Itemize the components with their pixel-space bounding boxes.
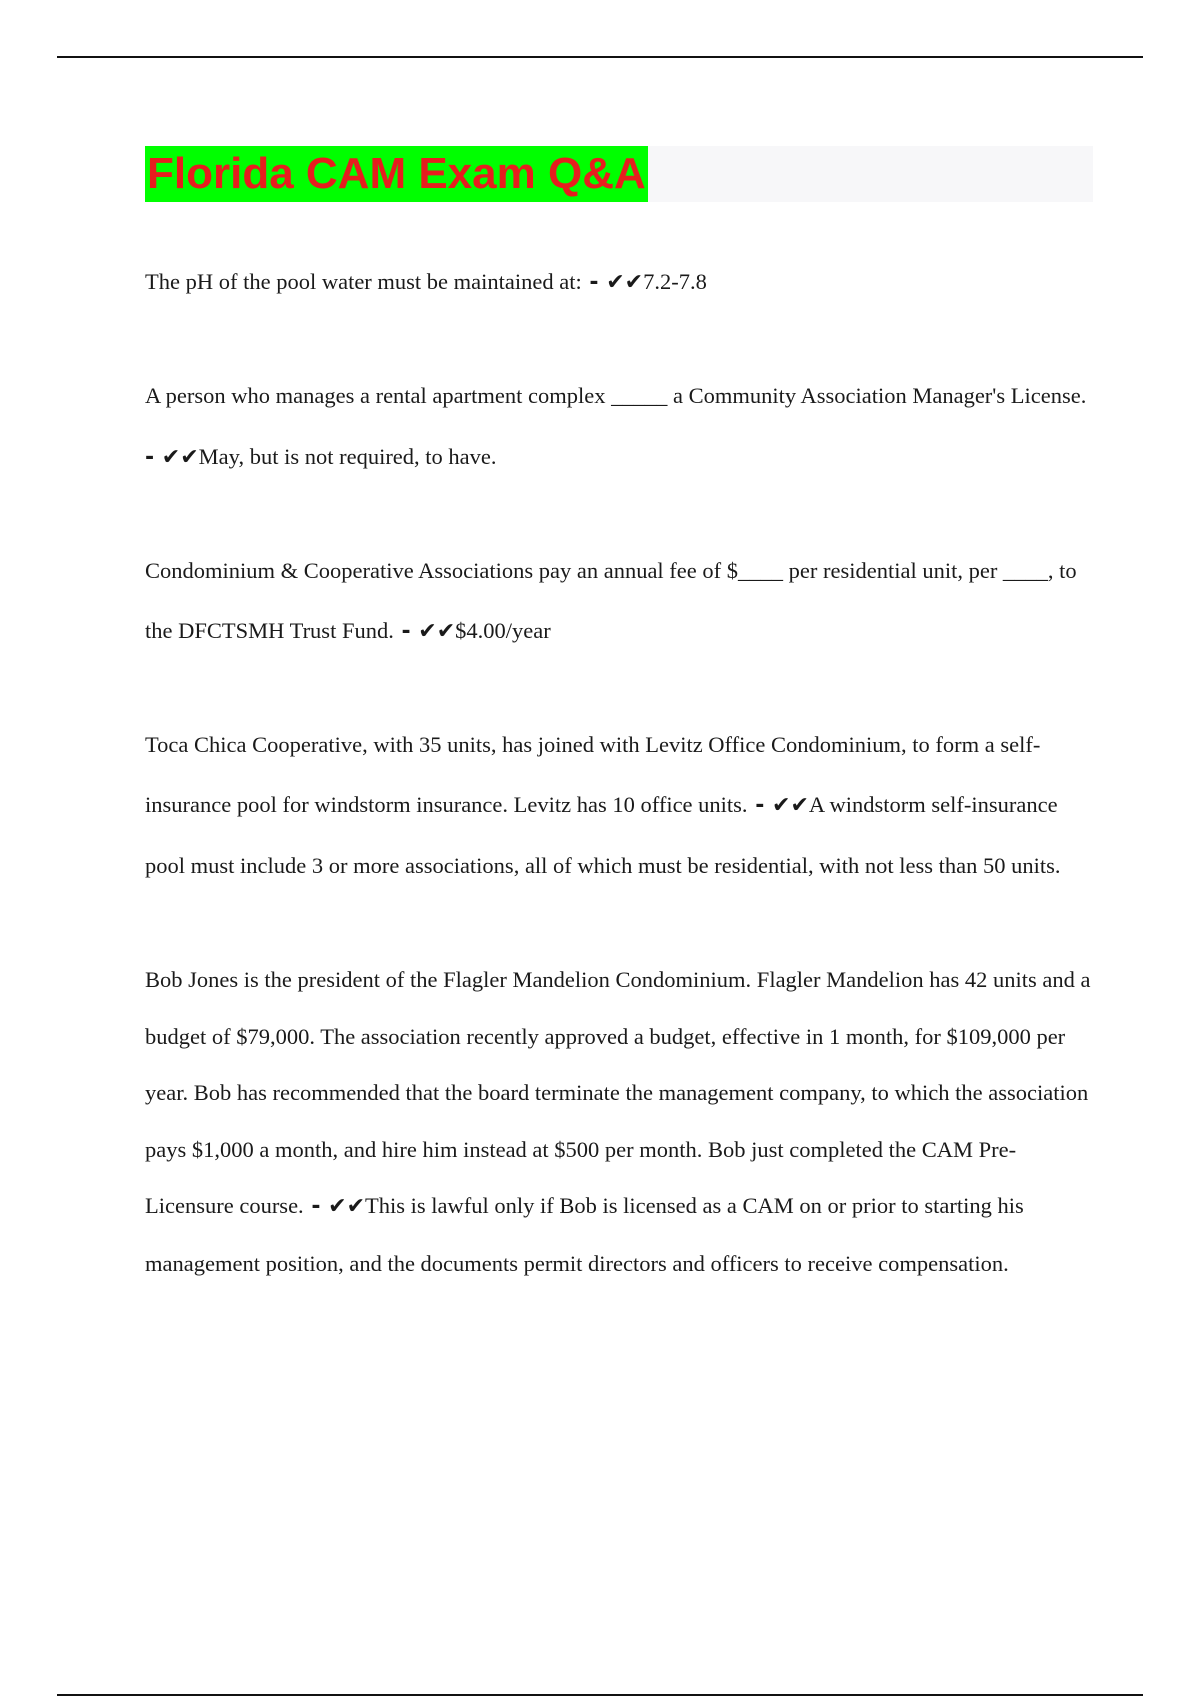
- answer-text: $4.00/year: [455, 618, 551, 643]
- check-icon: - ✔✔: [145, 445, 199, 470]
- qa-item: [145, 952, 1095, 1292]
- question-text: Toca Chica Cooperative, with 35 units, has joined with Levitz Office Condominium, to form a self-insurance pool for windstorm insurance. Levitz has 10 office units.: [145, 732, 1041, 817]
- question-text: Condominium & Cooperative Associations pay an annual fee of $____ per residential unit, per ____, to the DFCTSMH Trust Fund.: [145, 558, 1077, 643]
- top-rule: [57, 56, 1143, 58]
- answer-text: A windstorm self-insurance pool must include 3 or more associations, all of which must be residential, with not less than 50 units.: [145, 792, 1061, 878]
- question-text: The pH of the pool water must be maintained at:: [145, 269, 582, 294]
- check-icon: - ✔✔: [581, 270, 644, 295]
- question-text: A person who manages a rental apartment complex _____ a Community Association Manager's License.: [145, 383, 1087, 408]
- bottom-rule: [57, 1694, 1143, 1696]
- answer-text: This is lawful only if Bob is licensed as a CAM on or prior to starting his management position, and the documents permit directors and officers to receive compensation.: [145, 1193, 1024, 1276]
- qa-item: [145, 366, 1095, 488]
- qa-list: [145, 252, 1095, 1345]
- question-text: Bob Jones is the president of the Flagler Mandelion Condominium. Flagler Mandelion has 42 units and a budget of $79,000. The association recently approved a budget, effective in 1 month, for $109,000 per year. Bob has recommended that the board terminate the management company, to which the association pays $1,000 a month, and hire him instead at $500 per month. Bob just completed the CAM Pre-Licensure course.: [145, 967, 1091, 1218]
- page-title: Florida CAM Exam Q&A: [145, 146, 648, 202]
- answer-text: May, but is not required, to have.: [198, 444, 497, 469]
- qa-item: [145, 715, 1095, 896]
- check-icon: - ✔✔: [393, 619, 456, 644]
- check-icon: - ✔✔: [747, 793, 809, 818]
- check-icon: - ✔✔: [303, 1194, 366, 1219]
- qa-item: [145, 541, 1095, 662]
- qa-item: [145, 252, 1095, 313]
- answer-text: 7.2-7.8: [643, 269, 707, 294]
